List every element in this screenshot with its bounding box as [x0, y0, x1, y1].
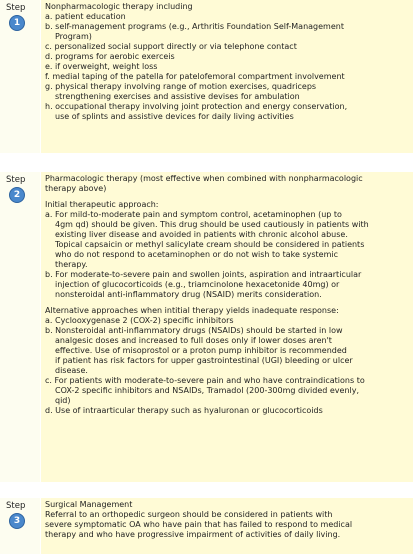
list-item: c. For patients with moderate-to-severe pain and who have contraindications to COX-2 specific inhibitors and NSAIDs, Tramadol (200-300mg divided evenly, qid) — [45, 376, 365, 405]
step-3-body-line: Referral to an orthopedic surgeon should be considered in patients with — [45, 510, 333, 519]
step-3-number-badge: 3 — [9, 513, 25, 529]
list-item: h. occupational therapy involving joint protection and energy conservation, use of splints and assistive devices for daily living activities — [45, 102, 348, 121]
list-item: d. programs for aerobic exerceis — [45, 52, 175, 61]
step-3-title: Surgical Management — [45, 500, 133, 509]
list-item: b. For moderate-to-severe pain and swollen joints, aspiration and intraarticular injection of glucocorticoids (e.g., triamcinolone hexacetonide 40mg) or nonsteroidal anti-inflammatory drug (NSAID) merits consideration. — [45, 270, 362, 299]
step-2-word: Step — [6, 175, 26, 185]
step-1-number-badge: 1 — [9, 15, 25, 31]
step-1-word: Step — [6, 3, 26, 13]
step-2-content — [41, 172, 413, 482]
step-1-content — [41, 0, 413, 153]
step-3-word: Step — [6, 501, 26, 511]
list-item: a. Cyclooxygenase 2 (COX-2) specific inhibitors — [45, 316, 234, 325]
step-2-row — [0, 172, 413, 482]
initial-approach-heading: Initial therapeutic approach: — [45, 200, 159, 209]
step-1-label — [0, 0, 40, 153]
step-3-row — [0, 498, 413, 554]
list-item: b. self-management programs (e.g., Arthritis Foundation Self-Management Program) — [45, 22, 344, 41]
step-2-label — [0, 172, 40, 482]
step-3-label — [0, 498, 40, 554]
alternative-approaches-heading: Alternative approaches when intitial therapy yields inadequate response: — [45, 306, 339, 315]
step-1-row — [0, 0, 413, 153]
step-3-body-line: severe symptomatic OA who have pain that has failed to respond to medical — [45, 520, 353, 529]
list-item: a. patient education — [45, 12, 126, 21]
list-item: g. physical therapy involving range of motion exercises, quadriceps strengthening exercises and assistive devises for ambulation — [45, 82, 317, 101]
step-2-number-badge: 2 — [9, 187, 25, 203]
list-item: a. For mild-to-moderate pain and symptom control, acetaminophen (up to 4gm qd) should be given. This drug should be used cautiously in patients with existing liver disease and avoided in patients with chronic alcohol abuse. Topical capsaicin or methyl salicylate cream should be considered in patients who do not respond to acetaminophen or do not wish to take systemic therapy. — [45, 210, 369, 269]
step-3-body-line: therapy and who have progressive impairment of activities of daily living. — [45, 530, 341, 539]
step-3-content — [41, 498, 413, 554]
step-2-title: Pharmacologic therapy (most effective when combined with nonpharmacologic therapy above) — [45, 174, 363, 193]
list-item: c. personalized social support directly or via telephone contact — [45, 42, 297, 51]
list-item: f. medial taping of the patella for patelofemoral compartment involvement — [45, 72, 345, 81]
list-item: b. Nonsteroidal anti-inflammatory drugs (NSAIDs) should be started in low analgesic doses and increased to full doses only if lower doses aren't effective. Use of misoprostol or a proton pump inhibitor is recommended if patient has risk factors for upper gastrointestinal (UGI) bleeding or ulcer disease. — [45, 326, 353, 375]
step-1-title: Nonpharmacologic therapy including — [45, 2, 193, 11]
list-item: e. if overweight, weight loss — [45, 62, 158, 71]
list-item: d. Use of intraarticular therapy such as hyaluronan or glucocorticoids — [45, 406, 323, 415]
